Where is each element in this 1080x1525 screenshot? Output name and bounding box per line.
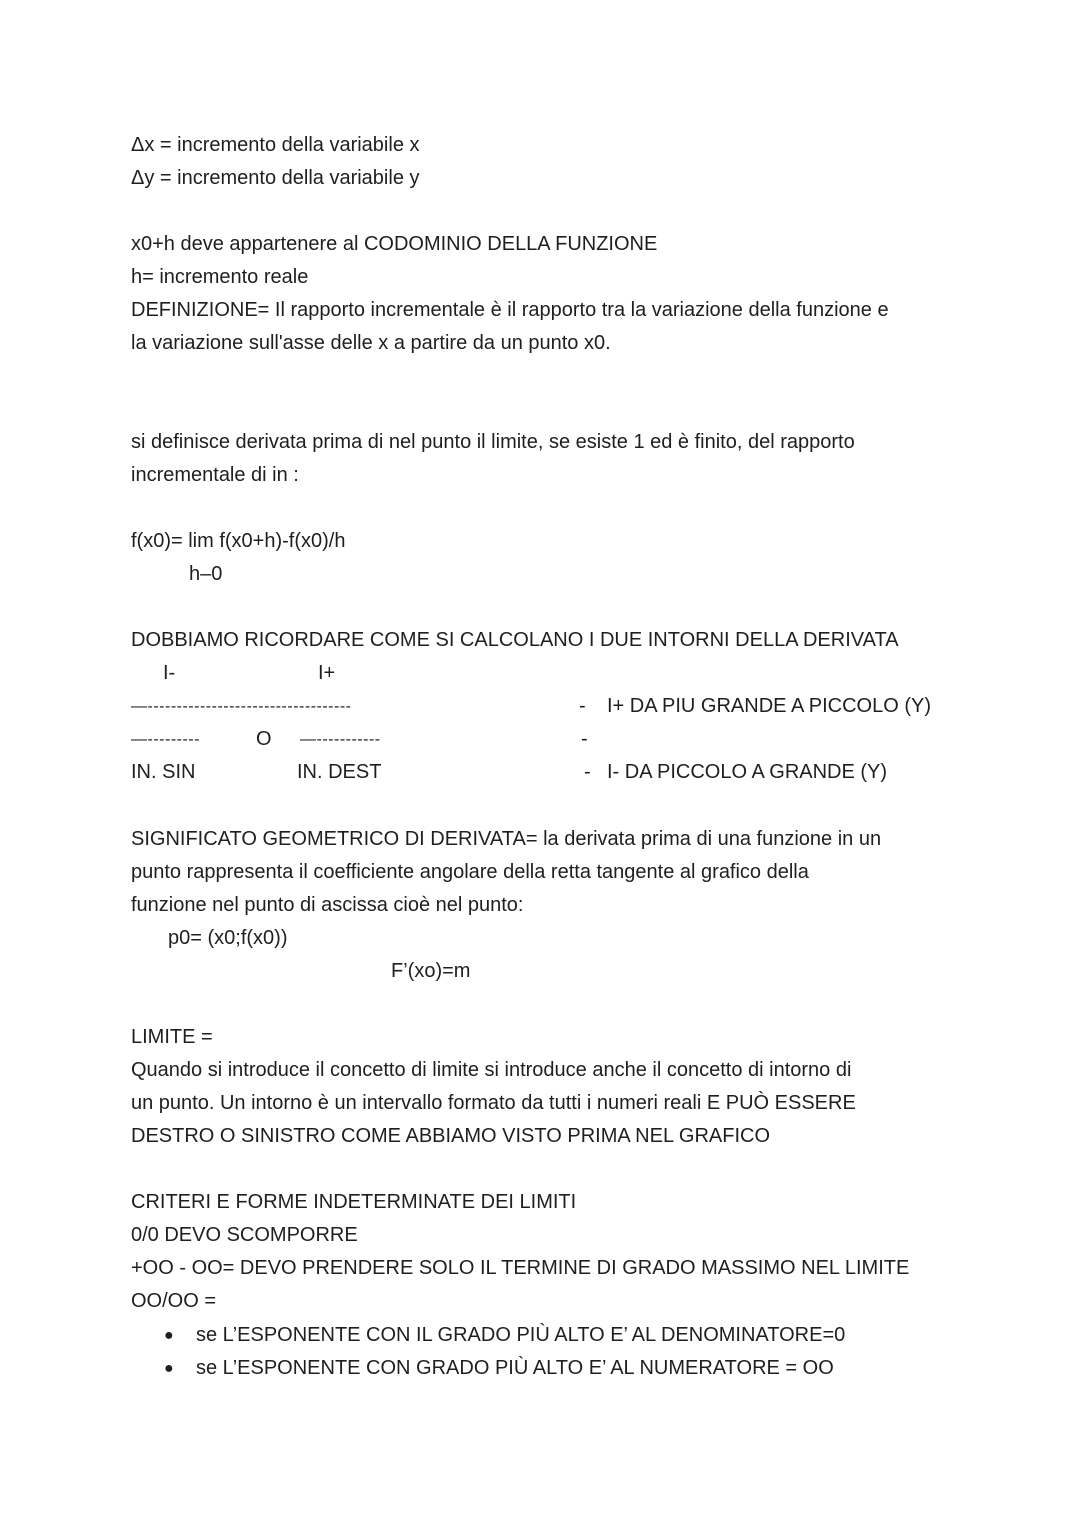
limit-formula: f(x0)= lim f(x0+h)-f(x0)/h: [131, 530, 346, 552]
note-i-plus: I+ DA PIU GRANDE A PICCOLO (Y): [607, 695, 931, 717]
definition-line-1: DEFINIZIONE= Il rapporto incrementale è il rapporto tra la variazione della funzione e: [131, 299, 889, 321]
criteria-title: CRITERI E FORME INDETERMINATE DEI LIMITI: [131, 1191, 577, 1213]
limit-title: LIMITE =: [131, 1026, 213, 1048]
axis-line-top: —-----------------------------------: [131, 698, 352, 715]
geometric-line-1: SIGNIFICATO GEOMETRICO DI DERIVATA= la derivata prima di una funzione in un: [131, 828, 882, 850]
limit-line-2: un punto. Un intorno è un intervallo formato da tutti i numeri reali E PUÒ ESSERE: [131, 1092, 856, 1114]
i-minus-label: I-: [163, 662, 176, 684]
note-dash-3: -: [584, 761, 591, 783]
right-neighborhood-label: IN. DEST: [297, 761, 382, 783]
limit-line-1: Quando si introduce il concetto di limite si introduce anche il concetto di intorno di: [131, 1059, 852, 1081]
point-p0: p0= (x0;f(x0)): [168, 927, 288, 949]
note-dash-1: -: [579, 695, 586, 717]
geometric-line-3: funzione nel punto di ascissa cioè nel punto:: [131, 894, 524, 916]
neighborhoods-title: DOBBIAMO RICORDARE COME SI CALCOLANO I DUE INTORNI DELLA DERIVATA: [131, 629, 899, 651]
i-plus-label: I+: [318, 662, 336, 684]
bullet-item: ● se L’ESPONENTE CON IL GRADO PIÙ ALTO E’ AL DENOMINATORE=0: [160, 1319, 845, 1352]
axis-line-left: —---------: [131, 731, 200, 748]
note-i-minus: I- DA PICCOLO A GRANDE (Y): [607, 761, 888, 783]
note-dash-2: -: [581, 728, 588, 750]
delta-x-line: Δx = incremento della variabile x: [131, 134, 420, 156]
axis-line-right: —-----------: [300, 731, 381, 748]
limit-line-3: DESTRO O SINISTRO COME ABBIAMO VISTO PRIMA NEL GRAFICO: [131, 1125, 770, 1147]
criteria-bullet-list: [160, 1319, 845, 1385]
left-neighborhood-label: IN. SIN: [131, 761, 196, 783]
origin-label: O: [256, 728, 272, 750]
derivative-def-line-1: si definisce derivata prima di nel punto il limite, se esiste 1 ed è finito, del rapporto: [131, 431, 855, 453]
slope-formula: F’(xo)=m: [391, 960, 471, 982]
derivative-def-line-2: incrementale di in :: [131, 464, 299, 486]
criteria-line-3: OO/OO =: [131, 1290, 217, 1312]
limit-subscript: h–0: [189, 563, 223, 585]
criteria-line-1: 0/0 DEVO SCOMPORRE: [131, 1224, 358, 1246]
criteria-line-2: +OO - OO= DEVO PRENDERE SOLO IL TERMINE DI GRADO MASSIMO NEL LIMITE: [131, 1257, 910, 1279]
delta-y-line: Δy = incremento della variabile y: [131, 167, 420, 189]
bullet-item: ● se L’ESPONENTE CON GRADO PIÙ ALTO E’ AL NUMERATORE = OO: [160, 1352, 845, 1385]
intro-line-1: x0+h deve appartenere al CODOMINIO DELLA FUNZIONE: [131, 233, 658, 255]
definition-line-2: la variazione sull'asse delle x a partire da un punto x0.: [131, 332, 611, 354]
intro-line-2: h= incremento reale: [131, 266, 309, 288]
geometric-line-2: punto rappresenta il coefficiente angolare della retta tangente al grafico della: [131, 861, 809, 883]
